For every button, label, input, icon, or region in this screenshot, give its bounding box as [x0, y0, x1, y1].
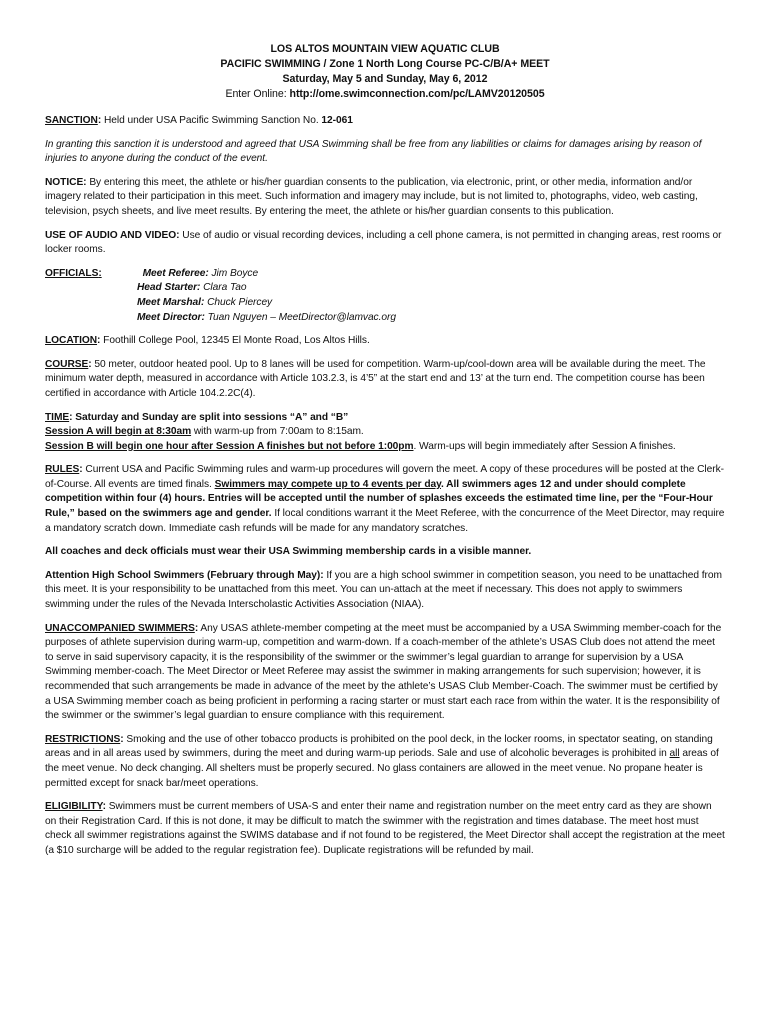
- eligibility-label: ELIGIBILITY: [45, 801, 103, 813]
- notice-text: By entering this meet, the athlete or his/her guardian consents to the publication, via electronic, print, or other media, information and/or imagery related to their participation in this meet. Such information and imagery may include, but is not limited to, photographs, video, web casting, television, psych sheets, and live meet results. By entering the meet, the athlete or his/her guardian consents to this publication.: [45, 176, 698, 217]
- rules-scratch: If local conditions warrant it the Meet Referee, with the concurrence of the Meet Director, may require a mandatory scratch down. Immediate cash refunds will be made for any mandatory scratches.: [45, 508, 725, 534]
- audio-video-text: Use of audio or visual recording devices, including a cell phone camera, is not permitted in changing areas, rest rooms or locker rooms.: [45, 229, 722, 256]
- restrictions-text: Smoking and the use of other tobacco products is prohibited on the pool deck, in the locker rooms, in spectator seating, on standing areas and in all areas used by swimmers, during the meet and during warm-up periods. Sale and use of alcoholic beverages is prohibited in: [45, 733, 713, 760]
- eligibility-section: ELIGIBILITY: Swimmers must be current members of USA-S and enter their name and registration number on the meet entry card as they are shown on their Registration Card. If this is not done, it may be difficult to match the swimmer with the registration and times database. The meet host must check all swimmer registrations against the SWIMS database and if not found to be registered, the Meet Director shall accept the registration at the meet (a $10 surcharge will be added to the regular registration fee). Duplicate registrations will be refunded by mail.: [45, 801, 725, 856]
- time-section: TIME: Saturday and Sunday are split into sessions “A” and “B” Session A will begin at 8:30am with warm-up from 7:00am to 8:15am. Session B will begin one hour after Session A finishes but not before 1:00pm. Warm-ups will begin immediately after Session A finishes.: [45, 411, 676, 452]
- time-label: TIME: [45, 411, 70, 423]
- session-a-start: Session A will begin at 8:30am: [45, 426, 192, 438]
- club-title: LOS ALTOS MOUNTAIN VIEW AQUATIC CLUB: [270, 43, 500, 55]
- officials-label: OFFICIALS:: [45, 267, 102, 279]
- official-row: Head Starter: Clara Tao: [137, 282, 247, 294]
- restrictions-label: RESTRICTIONS: [45, 733, 121, 745]
- cards-notice: All coaches and deck officials must wear their USA Swimming membership cards in a visible manner.: [45, 546, 532, 558]
- sanction-disclaimer: In granting this sanction it is understood and agreed that USA Swimming shall be free from any liabilities or claims for damages arising by reason of injuries to anyone during the conduct of the event.: [45, 138, 702, 165]
- notice-label: NOTICE:: [45, 176, 87, 188]
- restrictions-section: RESTRICTIONS: Smoking and the use of other tobacco products is prohibited on the pool deck, in the locker rooms, in spectator seating, on standing areas and in all areas used by swimmers, during the meet and during warm-up periods. Sale and use of alcoholic beverages is prohibited in all areas of the meet venue. No deck changing. All shelters must be properly secured. No glass containers are allowed in the meet venue. No propane heater is permitted except for snack bar/meet operations.: [45, 733, 719, 789]
- location-section: LOCATION: Foothill College Pool, 12345 El Monte Road, Los Altos Hills.: [45, 335, 370, 347]
- rules-section: RULES: Current USA and Pacific Swimming rules and warm-up procedures will govern the meet. A copy of these procedures will be posted at the Clerk-of-Course. All events are timed finals. Swimmers may compete up to 4 events per day. All swimmers ages 12 and under should complete competition within four (4) hours. Entries will be accepted until the number of splashes exceeds the estimated time line, per the “Four-Hour Rule,” based on the swimmers age and gender. If local conditions warrant it the Meet Referee, with the concurrence of the Meet Director, may require a mandatory scratch down. Immediate cash refunds will be made for any mandatory scratches.: [45, 464, 725, 534]
- rules-event-limit: Swimmers may compete up to 4 events per day: [214, 478, 441, 490]
- meet-dates: Saturday, May 5 and Sunday, May 6, 2012: [282, 73, 488, 85]
- audio-video-section: [45, 229, 725, 258]
- course-label: COURSE: [45, 358, 89, 370]
- unaccompanied-text: Any USAS athlete-member competing at the meet must be accompanied by a USA Swimming member-coach for the purposes of athlete supervision during warm-up, competition and warm-down. If a coach-member of the athlete’s USAS Club does not attend the meet to serve in said supervisory capacity, it is the responsibility of the swimmer or the swimmer’s legal guardian to arrange for supervision by a USA Swimming member-coach. The Meet Director or Meet Referee may assist the swimmer in making arrangements for such supervision; however, it is recommended that such arrangements be made in advance of the meet by the athlete’s USAS Club Member-Coach. The swimmer must be certified by a USA Swimming member coach as being proficient in performing a racing starter or must start each race from within the water. It is the responsibility of the swimmer or the swimmer’s legal guardian to ensure compliance with this requirement.: [45, 622, 722, 722]
- unaccompanied-label: UNACCOMPANIED SWIMMERS: [45, 622, 195, 634]
- session-b-start: Session B will begin one hour after Session A finishes but not before 1:00pm: [45, 440, 414, 452]
- restrictions-text-2: areas of the meet venue. No deck changing. All shelters must be properly secured. No glass containers are allowed in the meet venue. No propane heater is permitted except for snack bar/meet operations.: [45, 748, 719, 789]
- document-header: [45, 42, 725, 102]
- rules-label: RULES: [45, 464, 80, 476]
- document-page: [45, 42, 725, 868]
- location-text: Foothill College Pool, 12345 El Monte Road, Los Altos Hills.: [103, 335, 370, 347]
- notice-section: [45, 176, 725, 220]
- meet-director-contact[interactable]: Tuan Nguyen – MeetDirector@lamvac.org: [207, 311, 396, 323]
- sanction-label: SANCTION: [45, 115, 98, 126]
- official-row: Meet Referee: Jim Boyce: [142, 267, 259, 279]
- session-a-warmup: with warm-up from 7:00am to 8:15am.: [193, 426, 364, 438]
- online-entry: [45, 87, 725, 102]
- location-label: LOCATION: [45, 335, 98, 347]
- online-url-link[interactable]: http://ome.swimconnection.com/pc/LAMV20120505: [289, 88, 545, 100]
- sanction-number: 12-061: [321, 115, 353, 126]
- official-row: Meet Director: Tuan Nguyen – MeetDirector@lamvac.org: [137, 311, 396, 323]
- course-text: 50 meter, outdoor heated pool. Up to 8 lanes will be used for competition. Warm-up/cool-down area will be available during the meet. The minimum water depth, measured in accordance with Article 103.2.3, is 4’5” at the start end and 13’ at the turn end. The competition course has been certified in accordance with Article 104.2.2C(4).: [45, 358, 706, 399]
- rules-four-hour: . All swimmers ages 12 and under should complete competition within four (4) hours. Entries will be accepted until the number of splashes exceeds the estimated time line, per the “Four-Hour Rule,” based on the swimmers age and gender.: [45, 478, 713, 520]
- sanction-section: SANCTION: Held under USA Pacific Swimming Sanction No. 12-061: [45, 115, 353, 126]
- high-school-label: Attention High School Swimmers (February through May):: [45, 569, 324, 581]
- high-school-text: If you are a high school swimmer in competition season, you need to be unattached from this meet. It is your responsibility to be unattached from this meet. You can un-attach at the meet if necessary. This does not apply to swimmers swimming under the rules of the Nevada Interscholastic Activities Association (NIAA).: [45, 569, 722, 611]
- high-school-section: [45, 569, 725, 613]
- course-section: COURSE: 50 meter, outdoor heated pool. Up to 8 lanes will be used for competition. Warm-up/cool-down area will be available during the meet. The minimum water depth, measured in accordance with Article 103.2.3, is 4’5” at the start end and 13’ at the turn end. The competition course has been certified in accordance with Article 104.2.2C(4).: [45, 358, 706, 399]
- meet-title: PACIFIC SWIMMING / Zone 1 North Long Course PC-C/B/A+ MEET: [220, 58, 550, 70]
- restrictions-all: all: [669, 748, 680, 760]
- sanction-text: Held under USA Pacific Swimming Sanction No.: [103, 115, 319, 126]
- officials-list: [137, 267, 396, 325]
- official-row: Meet Marshal: Chuck Piercey: [137, 296, 273, 308]
- audio-video-label: USE OF AUDIO AND VIDEO:: [45, 229, 180, 241]
- online-label: Enter Online:: [225, 88, 287, 100]
- rules-text: Current USA and Pacific Swimming rules and warm-up procedures will govern the meet. A copy of these procedures will be posted at the Clerk-of-Course. All events are timed finals.: [45, 464, 724, 490]
- officials-section: [45, 267, 725, 325]
- unaccompanied-section: UNACCOMPANIED SWIMMERS: Any USAS athlete-member competing at the meet must be accompanied by a USA Swimming member-coach for the purposes of athlete supervision during warm-up, competition and warm-down. If a coach-member of the athlete’s USAS Club does not attend the meet to serve in said supervisory capacity, it is the responsibility of the swimmer or the swimmer’s legal guardian to arrange for supervision by a USA Swimming member-coach. The Meet Director or Meet Referee may assist the swimmer in making arrangements for such supervision; however, it is recommended that such arrangements be made in advance of the meet by the athlete’s USAS Club Member-Coach. The swimmer must be certified by a USA Swimming member coach as being proficient in performing a racing starter or must start each race from within the water. It is the responsibility of the swimmer or the swimmer’s legal guardian to ensure compliance with this requirement.: [45, 622, 722, 722]
- time-heading: Saturday and Sunday are split into sessions “A” and “B”: [75, 411, 349, 423]
- eligibility-text: Swimmers must be current members of USA-S and enter their name and registration number on the meet entry card as they are shown on their Registration Card. If this is not done, it may be difficult to match the swimmer with the registration and times database. The meet host must check all swimmer registrations against the SWIMS database and if not found to be registered, the Meet Director shall accept the registration at the meet (a $10 surcharge will be added to the regular registration fee). Duplicate registrations will be refunded by mail.: [45, 801, 725, 856]
- session-b-warmup: . Warm-ups will begin immediately after Session A finishes.: [413, 440, 676, 452]
